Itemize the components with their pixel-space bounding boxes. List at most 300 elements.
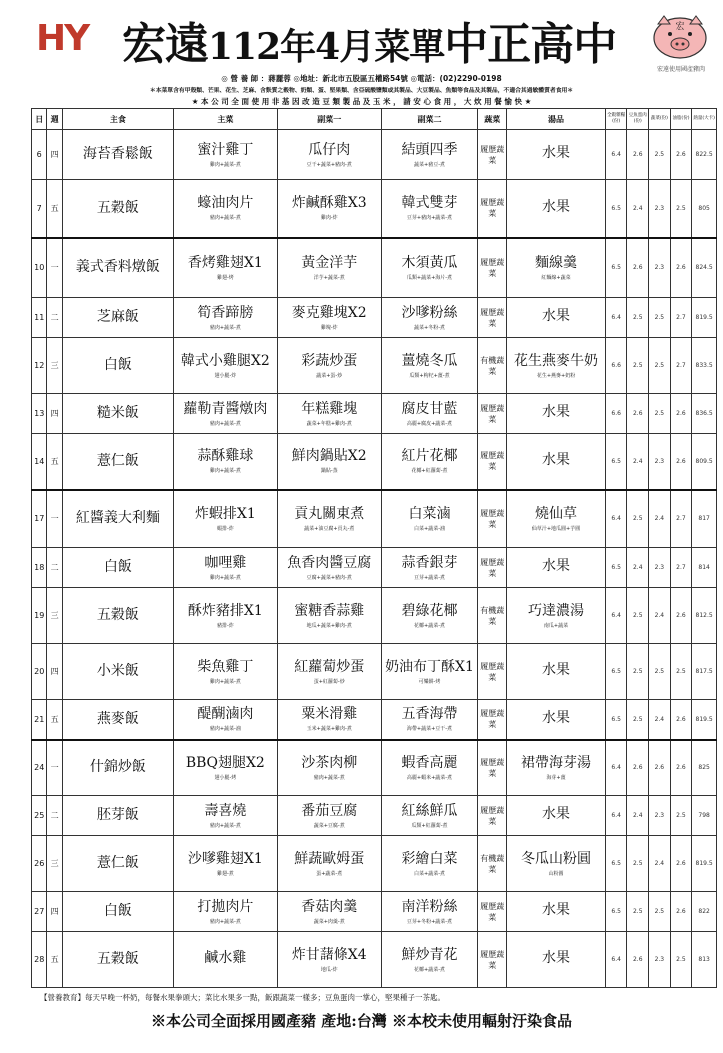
side2-cell bbox=[381, 932, 478, 988]
side1-cell-dish: 香菇肉羹 bbox=[301, 898, 358, 915]
vegetable-portion-cell: 2.4 bbox=[649, 700, 671, 740]
main-dish-cell bbox=[173, 932, 277, 988]
main-dish-cell bbox=[173, 180, 277, 238]
fat-cell: 2.6 bbox=[670, 238, 692, 298]
main-dish-cell bbox=[173, 130, 277, 180]
side1-cell-dish: 麥克雞塊X2 bbox=[291, 304, 367, 321]
main-dish-cell-ingredients: 雞肉+蔬菜-煮 bbox=[209, 468, 241, 475]
grains-cell: 6.5 bbox=[605, 434, 627, 490]
table-row bbox=[32, 588, 717, 644]
side2-cell-ingredients: 豆芽+豬肉+蔬菜-煮 bbox=[406, 215, 453, 222]
date-cell: 6 bbox=[32, 130, 47, 180]
vegetable-cell: 履歷蔬菜 bbox=[478, 700, 507, 740]
fat-cell: 2.7 bbox=[670, 490, 692, 548]
vegetable-cell: 履歷蔬菜 bbox=[478, 434, 507, 490]
contact-info: ◎ 營 養 師 ：蔣麗蓉 ◎地址：新北市五股區五權路54號 ◎電話：(02)2290-0198 bbox=[221, 74, 502, 83]
side1-cell-ingredients: 豬肉+蔬菜-煮 bbox=[313, 774, 345, 781]
grains-cell: 6.5 bbox=[605, 644, 627, 700]
vegetable-cell: 履歷蔬菜 bbox=[478, 548, 507, 588]
main-dish-cell bbox=[173, 836, 277, 892]
pig-label: 宏 bbox=[675, 22, 685, 32]
weekday-cell: 四 bbox=[47, 892, 62, 932]
soup-cell-dish: 水果 bbox=[542, 950, 570, 966]
main-dish-cell-dish: 香烤雞翅X1 bbox=[187, 254, 263, 271]
calories-cell: 825 bbox=[692, 740, 717, 796]
side2-cell-dish: 南洋粉絲 bbox=[401, 898, 458, 915]
calories-cell: 822 bbox=[692, 892, 717, 932]
main-dish-cell-dish: 醍醐滷肉 bbox=[197, 706, 254, 723]
table-row bbox=[32, 180, 717, 238]
date-cell: 26 bbox=[32, 836, 47, 892]
soup-cell bbox=[507, 700, 606, 740]
staple-cell: 義式香料燉飯 bbox=[62, 238, 173, 298]
side1-cell bbox=[277, 796, 381, 836]
side2-cell-ingredients: 可樂餅-烤 bbox=[418, 678, 441, 685]
table-row bbox=[32, 394, 717, 434]
side1-cell-dish: 番茄豆腐 bbox=[301, 802, 358, 819]
soup-cell bbox=[507, 836, 606, 892]
side1-cell bbox=[277, 298, 381, 338]
side2-cell-ingredients: 豆芽+蔬菜-煮 bbox=[414, 574, 445, 581]
table-row bbox=[32, 740, 717, 796]
main-dish-cell-dish: 打拋肉片 bbox=[197, 898, 254, 915]
weekday-cell: 一 bbox=[47, 740, 62, 796]
main-dish-cell bbox=[173, 238, 277, 298]
soup-cell bbox=[507, 644, 606, 700]
grains-cell: 6.5 bbox=[605, 836, 627, 892]
soup-cell-dish: 水果 bbox=[542, 404, 570, 420]
side2-cell bbox=[381, 892, 478, 932]
grains-cell: 6.5 bbox=[605, 892, 627, 932]
side2-cell bbox=[381, 394, 478, 434]
grains-cell: 6.4 bbox=[605, 740, 627, 796]
main-dish-cell-ingredients: 雞翅-煮 bbox=[216, 870, 234, 877]
date-cell: 18 bbox=[32, 548, 47, 588]
side1-cell bbox=[277, 238, 381, 298]
vegetable-cell: 履歷蔬菜 bbox=[478, 892, 507, 932]
col-veg: 蔬菜 bbox=[478, 109, 507, 130]
side1-cell bbox=[277, 932, 381, 988]
soup-cell bbox=[507, 394, 606, 434]
soup-cell-dish: 水果 bbox=[542, 145, 570, 161]
weekday-cell: 五 bbox=[47, 932, 62, 988]
grains-cell: 6.6 bbox=[605, 338, 627, 394]
main-dish-cell bbox=[173, 796, 277, 836]
col-grains: 全穀雜糧(份) bbox=[605, 109, 627, 130]
side1-cell-dish: 炸甘藷條X4 bbox=[291, 946, 367, 963]
side1-cell-ingredients: 豆干+蔬菜+豬肉-煮 bbox=[306, 161, 352, 168]
calories-cell: 819.5 bbox=[692, 700, 717, 740]
date-cell: 12 bbox=[32, 338, 47, 394]
calories-cell: 813 bbox=[692, 932, 717, 988]
calories-cell: 822.5 bbox=[692, 130, 717, 180]
table-row bbox=[32, 932, 717, 988]
protein-cell: 2.4 bbox=[627, 180, 649, 238]
main-dish-cell-ingredients: 豬肉+蔬菜-煮 bbox=[209, 215, 241, 222]
soup-cell-ingredients: 南瓜+蔬菜 bbox=[543, 622, 569, 629]
main-dish-cell-dish: BBQ翅腿X2 bbox=[185, 754, 265, 771]
grains-cell: 6.5 bbox=[605, 238, 627, 298]
table-row bbox=[32, 130, 717, 180]
side1-cell bbox=[277, 644, 381, 700]
soup-cell-ingredients: 山粉圓 bbox=[548, 870, 564, 877]
table-row bbox=[32, 796, 717, 836]
protein-cell: 2.5 bbox=[627, 490, 649, 548]
vegetable-cell: 履歷蔬菜 bbox=[478, 796, 507, 836]
side1-cell-dish: 炸鹹酥雞X3 bbox=[291, 195, 367, 212]
soup-cell bbox=[507, 588, 606, 644]
weekday-cell: 二 bbox=[47, 548, 62, 588]
grains-cell: 6.4 bbox=[605, 932, 627, 988]
main-dish-cell-ingredients: 蝦排-炸 bbox=[216, 525, 234, 532]
side2-cell bbox=[381, 796, 478, 836]
protein-cell: 2.5 bbox=[627, 644, 649, 700]
side2-cell bbox=[381, 298, 478, 338]
side1-cell bbox=[277, 338, 381, 394]
side1-cell bbox=[277, 548, 381, 588]
allergen-notice: ＊本菜單含有甲殼類、芒果、花生、芝麻、含麩質之穀物、奶類、蛋、堅果類、含亞硫酸鹽類或其製品、大豆製品、魚類等食品及其製品，不適合其過敏體質者食用＊ bbox=[149, 88, 574, 94]
side1-cell-dish: 瓜仔肉 bbox=[308, 141, 351, 158]
grains-cell: 6.5 bbox=[605, 700, 627, 740]
soup-cell-dish: 水果 bbox=[542, 709, 570, 726]
staple-cell: 白飯 bbox=[62, 338, 173, 394]
soup-cell-dish: 花生燕麥牛奶 bbox=[514, 352, 598, 369]
side1-cell-ingredients: 蛋+蔬菜-煮 bbox=[316, 870, 343, 877]
side1-cell-dish: 彩蔬炒蛋 bbox=[301, 352, 358, 369]
calories-cell: 824.5 bbox=[692, 238, 717, 298]
table-row bbox=[32, 490, 717, 548]
main-dish-cell-ingredients: 雞翅-烤 bbox=[216, 274, 234, 281]
main-dish-cell-ingredients: 豬肉+蔬菜-煮 bbox=[209, 324, 241, 331]
col-fat: 油脂(份) bbox=[670, 109, 692, 130]
vegetable-portion-cell: 2.3 bbox=[649, 434, 671, 490]
vegetable-cell: 有機蔬菜 bbox=[478, 836, 507, 892]
menu-table bbox=[31, 108, 717, 988]
calories-cell: 817 bbox=[692, 490, 717, 548]
side2-cell-dish: 鮮炒青花 bbox=[401, 946, 458, 963]
main-dish-cell bbox=[173, 588, 277, 644]
main-dish-cell-ingredients: 雞肉+蔬菜-煮 bbox=[209, 678, 241, 685]
soup-cell-dish: 冬瓜山粉圓 bbox=[521, 850, 591, 867]
soup-cell bbox=[507, 932, 606, 988]
calories-cell: 833.5 bbox=[692, 338, 717, 394]
staple-cell: 薏仁飯 bbox=[62, 434, 173, 490]
side1-cell-dish: 鮮肉鍋貼X2 bbox=[291, 448, 367, 465]
vegetable-cell: 履歷蔬菜 bbox=[478, 932, 507, 988]
protein-cell: 2.5 bbox=[627, 892, 649, 932]
main-dish-cell bbox=[173, 338, 277, 394]
col-side2: 副菜二 bbox=[381, 109, 478, 130]
main-dish-cell-dish: 壽喜燒 bbox=[204, 802, 247, 819]
vegetable-portion-cell: 2.3 bbox=[649, 238, 671, 298]
side2-cell bbox=[381, 548, 478, 588]
protein-cell: 2.6 bbox=[627, 238, 649, 298]
side1-cell bbox=[277, 588, 381, 644]
vegetable-portion-cell: 2.6 bbox=[649, 740, 671, 796]
soup-cell-ingredients: 紅麵線+蔬菜 bbox=[541, 274, 571, 281]
side1-cell bbox=[277, 434, 381, 490]
side2-cell bbox=[381, 130, 478, 180]
side1-cell-ingredients: 地瓜+蔬菜+雞肉-煮 bbox=[306, 622, 352, 629]
side1-cell-ingredients: 蔬菜+豆腐-煮 bbox=[313, 822, 345, 829]
vegetable-portion-cell: 2.5 bbox=[649, 892, 671, 932]
footer-statement: ※本公司全面採用國產豬 產地:台灣 ※本校未使用輻射汙染食品 bbox=[151, 1012, 572, 1030]
weekday-cell: 二 bbox=[47, 796, 62, 836]
soup-cell-dish: 麵線羹 bbox=[535, 254, 577, 271]
col-soup: 湯品 bbox=[507, 109, 606, 130]
main-dish-cell-dish: 鹹水雞 bbox=[204, 950, 247, 966]
soup-cell-dish: 巧達濃湯 bbox=[528, 602, 584, 619]
vegetable-portion-cell: 2.5 bbox=[649, 644, 671, 700]
side1-cell-ingredients: 蔬菜+油豆腐+貢丸-煮 bbox=[304, 525, 355, 532]
side2-cell-ingredients: 高麗+腐皮+蔬菜-煮 bbox=[406, 420, 453, 427]
weekday-cell: 一 bbox=[47, 490, 62, 548]
side1-cell-ingredients: 雞塊-炸 bbox=[320, 324, 338, 331]
side2-cell bbox=[381, 740, 478, 796]
soup-cell-dish: 水果 bbox=[542, 902, 570, 918]
soup-cell bbox=[507, 740, 606, 796]
main-dish-cell-ingredients: 豬肉+蔬菜-煮 bbox=[209, 918, 241, 925]
table-row bbox=[32, 548, 717, 588]
page-header bbox=[0, 0, 723, 110]
soup-cell-ingredients: 海芽+薑 bbox=[546, 774, 566, 781]
side1-cell bbox=[277, 180, 381, 238]
side1-cell bbox=[277, 490, 381, 548]
soup-cell-dish: 水果 bbox=[542, 558, 570, 574]
staple-cell: 芝麻飯 bbox=[62, 298, 173, 338]
side2-cell bbox=[381, 490, 478, 548]
soup-cell bbox=[507, 796, 606, 836]
soup-cell-dish: 水果 bbox=[542, 662, 570, 678]
col-vegetable-portion: 蔬菜(份) bbox=[649, 109, 671, 130]
main-dish-cell-dish: 酥炸豬排X1 bbox=[187, 602, 263, 619]
date-cell: 14 bbox=[32, 434, 47, 490]
fat-cell: 2.7 bbox=[670, 298, 692, 338]
main-dish-cell-ingredients: 雞肉+蔬菜-煮 bbox=[209, 574, 241, 581]
vegetable-portion-cell: 2.3 bbox=[649, 932, 671, 988]
weekday-cell: 四 bbox=[47, 394, 62, 434]
table-row bbox=[32, 892, 717, 932]
staple-cell: 五穀飯 bbox=[62, 932, 173, 988]
side1-cell-dish: 貢丸關東煮 bbox=[294, 505, 365, 522]
protein-cell: 2.4 bbox=[627, 548, 649, 588]
fat-cell: 2.7 bbox=[670, 548, 692, 588]
side1-cell-dish: 魚香肉醬豆腐 bbox=[287, 554, 372, 571]
fat-cell: 2.5 bbox=[670, 180, 692, 238]
fat-cell: 2.5 bbox=[670, 796, 692, 836]
main-dish-cell bbox=[173, 700, 277, 740]
table-row bbox=[32, 836, 717, 892]
vegetable-cell: 履歷蔬菜 bbox=[478, 130, 507, 180]
pig-caption: 宏遠使用國產豬肉 bbox=[656, 66, 705, 73]
vegetable-cell: 有機蔬菜 bbox=[478, 588, 507, 644]
weekday-cell: 二 bbox=[47, 298, 62, 338]
side2-cell-ingredients: 花椰+蔬菜-煮 bbox=[414, 966, 445, 973]
side2-cell bbox=[381, 644, 478, 700]
staple-cell: 糙米飯 bbox=[62, 394, 173, 434]
side1-cell-ingredients: 鍋貼-蒸 bbox=[320, 468, 338, 475]
table-row bbox=[32, 700, 717, 740]
main-dish-cell-dish: 柴魚雞丁 bbox=[197, 658, 254, 675]
side2-cell-dish: 蝦香高麗 bbox=[401, 754, 458, 771]
side2-cell-dish: 碧綠花椰 bbox=[401, 602, 458, 619]
main-dish-cell-ingredients: 豬肉+蔬菜-煮 bbox=[209, 420, 241, 427]
side1-cell-dish: 紅蘿蔔炒蛋 bbox=[294, 658, 365, 675]
side2-cell-ingredients: 瓜類+蔬菜+海片-煮 bbox=[406, 274, 453, 281]
soup-cell bbox=[507, 892, 606, 932]
main-dish-cell-dish: 蘿勒青醬燉肉 bbox=[183, 400, 268, 417]
date-cell: 24 bbox=[32, 740, 47, 796]
main-dish-cell-ingredients: 豬肉+蔬菜-滷 bbox=[209, 726, 241, 733]
main-dish-cell-ingredients: 雞肉+蔬菜-煮 bbox=[209, 161, 241, 168]
main-dish-cell-ingredients: 豬排-炸 bbox=[216, 622, 234, 629]
weekday-cell: 三 bbox=[47, 338, 62, 394]
protein-cell: 2.4 bbox=[627, 796, 649, 836]
side2-cell-dish: 薑燒冬瓜 bbox=[401, 352, 458, 369]
grains-cell: 6.4 bbox=[605, 490, 627, 548]
side1-cell-ingredients: 玉米+蔬菜+雞肉-煮 bbox=[306, 726, 352, 733]
main-dish-cell bbox=[173, 892, 277, 932]
side1-cell-ingredients: 洋芋+蔬菜-煮 bbox=[313, 274, 345, 281]
main-dish-cell bbox=[173, 548, 277, 588]
side2-cell bbox=[381, 238, 478, 298]
protein-cell: 2.6 bbox=[627, 130, 649, 180]
side1-cell-dish: 鮮蔬歐姆蛋 bbox=[294, 850, 365, 867]
page-title: 宏遠112年4月菜單中正高中 bbox=[122, 19, 617, 70]
side2-cell bbox=[381, 700, 478, 740]
soup-cell bbox=[507, 298, 606, 338]
side1-cell-ingredients: 豆腐+蔬菜+豬肉-煮 bbox=[306, 574, 352, 581]
protein-cell: 2.6 bbox=[627, 740, 649, 796]
calories-cell: 836.5 bbox=[692, 394, 717, 434]
weekday-cell: 五 bbox=[47, 434, 62, 490]
side1-cell-ingredients: 蔬菜+蛋-炒 bbox=[316, 372, 343, 379]
fat-cell: 2.6 bbox=[670, 394, 692, 434]
main-dish-cell-dish: 炸蝦排X1 bbox=[194, 505, 256, 522]
side2-cell-ingredients: 花椰+蔬菜-煮 bbox=[414, 622, 445, 629]
side1-cell-dish: 黃金洋芋 bbox=[301, 254, 358, 271]
weekday-cell: 四 bbox=[47, 644, 62, 700]
main-dish-cell bbox=[173, 644, 277, 700]
protein-cell: 2.6 bbox=[627, 932, 649, 988]
date-cell: 20 bbox=[32, 644, 47, 700]
fat-cell: 2.6 bbox=[670, 130, 692, 180]
vegetable-portion-cell: 2.3 bbox=[649, 796, 671, 836]
fat-cell: 2.6 bbox=[670, 700, 692, 740]
calories-cell: 812.5 bbox=[692, 588, 717, 644]
fat-cell: 2.6 bbox=[670, 892, 692, 932]
table-row bbox=[32, 238, 717, 298]
calories-cell: 798 bbox=[692, 796, 717, 836]
soup-cell bbox=[507, 130, 606, 180]
soup-cell bbox=[507, 490, 606, 548]
fat-cell: 2.6 bbox=[670, 836, 692, 892]
side2-cell-ingredients: 花椰+紅蘿蔔-煮 bbox=[411, 468, 448, 475]
side1-cell-dish: 蜜糖香蒜雞 bbox=[294, 602, 365, 619]
main-dish-cell-dish: 沙嗲雞翅X1 bbox=[187, 850, 263, 867]
side2-cell bbox=[381, 836, 478, 892]
date-cell: 11 bbox=[32, 298, 47, 338]
company-logo: HY bbox=[36, 18, 89, 59]
weekday-cell: 五 bbox=[47, 180, 62, 238]
grains-cell: 6.5 bbox=[605, 180, 627, 238]
side2-cell-dish: 五香海帶 bbox=[401, 706, 458, 723]
side1-cell bbox=[277, 700, 381, 740]
staple-cell: 什錦炒飯 bbox=[62, 740, 173, 796]
pig-icon bbox=[648, 14, 712, 60]
staple-cell: 白飯 bbox=[62, 548, 173, 588]
date-cell: 10 bbox=[32, 238, 47, 298]
gmo-notice: ★ 本 公 司 全 面 使 用 非 基 因 改 造 豆 類 製 品 及 玉 米 ， 請 安 心 食 用 ， 大 炊 用 餐 愉 快 ★ bbox=[191, 97, 532, 106]
soup-cell bbox=[507, 338, 606, 394]
vegetable-portion-cell: 2.5 bbox=[649, 130, 671, 180]
side1-cell-dish: 沙茶肉柳 bbox=[301, 754, 358, 771]
soup-cell bbox=[507, 180, 606, 238]
soup-cell bbox=[507, 548, 606, 588]
side2-cell-dish: 結頭四季 bbox=[401, 141, 458, 158]
table-row bbox=[32, 434, 717, 490]
date-cell: 21 bbox=[32, 700, 47, 740]
vegetable-portion-cell: 2.4 bbox=[649, 490, 671, 548]
vegetable-portion-cell: 2.5 bbox=[649, 394, 671, 434]
grains-cell: 6.4 bbox=[605, 130, 627, 180]
side1-cell-dish: 粟米滑雞 bbox=[301, 706, 358, 723]
grains-cell: 6.4 bbox=[605, 298, 627, 338]
main-dish-cell-dish: 筍香蹄膀 bbox=[197, 304, 254, 321]
vegetable-portion-cell: 2.5 bbox=[649, 338, 671, 394]
side2-cell-dish: 奶油布丁酥X1 bbox=[385, 658, 474, 675]
soup-cell-ingredients: 花生+燕麥+奶粉 bbox=[536, 372, 576, 379]
table-header-row bbox=[32, 109, 717, 130]
vegetable-cell: 履歷蔬菜 bbox=[478, 394, 507, 434]
side2-cell-ingredients: 瓜類+紅蘿蔔-煮 bbox=[411, 822, 448, 829]
staple-cell: 白飯 bbox=[62, 892, 173, 932]
side1-cell-ingredients: 蔬菜+肉羹-煮 bbox=[313, 918, 345, 925]
staple-cell: 胚芽飯 bbox=[62, 796, 173, 836]
main-dish-cell-dish: 蠔油肉片 bbox=[197, 195, 254, 212]
side2-cell bbox=[381, 434, 478, 490]
date-cell: 17 bbox=[32, 490, 47, 548]
main-dish-cell bbox=[173, 298, 277, 338]
side1-cell bbox=[277, 836, 381, 892]
vegetable-portion-cell: 2.4 bbox=[649, 836, 671, 892]
weekday-cell: 四 bbox=[47, 130, 62, 180]
vegetable-portion-cell: 2.3 bbox=[649, 548, 671, 588]
fat-cell: 2.6 bbox=[670, 434, 692, 490]
side2-cell-ingredients: 白菜+蔬菜-滷 bbox=[414, 525, 445, 532]
vegetable-cell: 履歷蔬菜 bbox=[478, 740, 507, 796]
calories-cell: 819.5 bbox=[692, 836, 717, 892]
side2-cell-dish: 木須黃瓜 bbox=[401, 254, 458, 271]
weekday-cell: 五 bbox=[47, 700, 62, 740]
side1-cell-ingredients: 蛋+紅蘿蔔-炒 bbox=[313, 678, 345, 685]
staple-cell: 五穀飯 bbox=[62, 588, 173, 644]
date-cell: 7 bbox=[32, 180, 47, 238]
date-cell: 28 bbox=[32, 932, 47, 988]
table-row bbox=[32, 338, 717, 394]
soup-cell-dish: 裙帶海芽湯 bbox=[521, 754, 591, 771]
side2-cell-dish: 韓式雙芽 bbox=[401, 195, 458, 212]
protein-cell: 2.5 bbox=[627, 700, 649, 740]
side1-cell bbox=[277, 130, 381, 180]
date-cell: 19 bbox=[32, 588, 47, 644]
side2-cell-dish: 蒜香銀芽 bbox=[401, 554, 458, 571]
grains-cell: 6.4 bbox=[605, 588, 627, 644]
col-main: 主菜 bbox=[173, 109, 277, 130]
main-dish-cell bbox=[173, 434, 277, 490]
staple-cell: 燕麥飯 bbox=[62, 700, 173, 740]
fat-cell: 2.6 bbox=[670, 740, 692, 796]
